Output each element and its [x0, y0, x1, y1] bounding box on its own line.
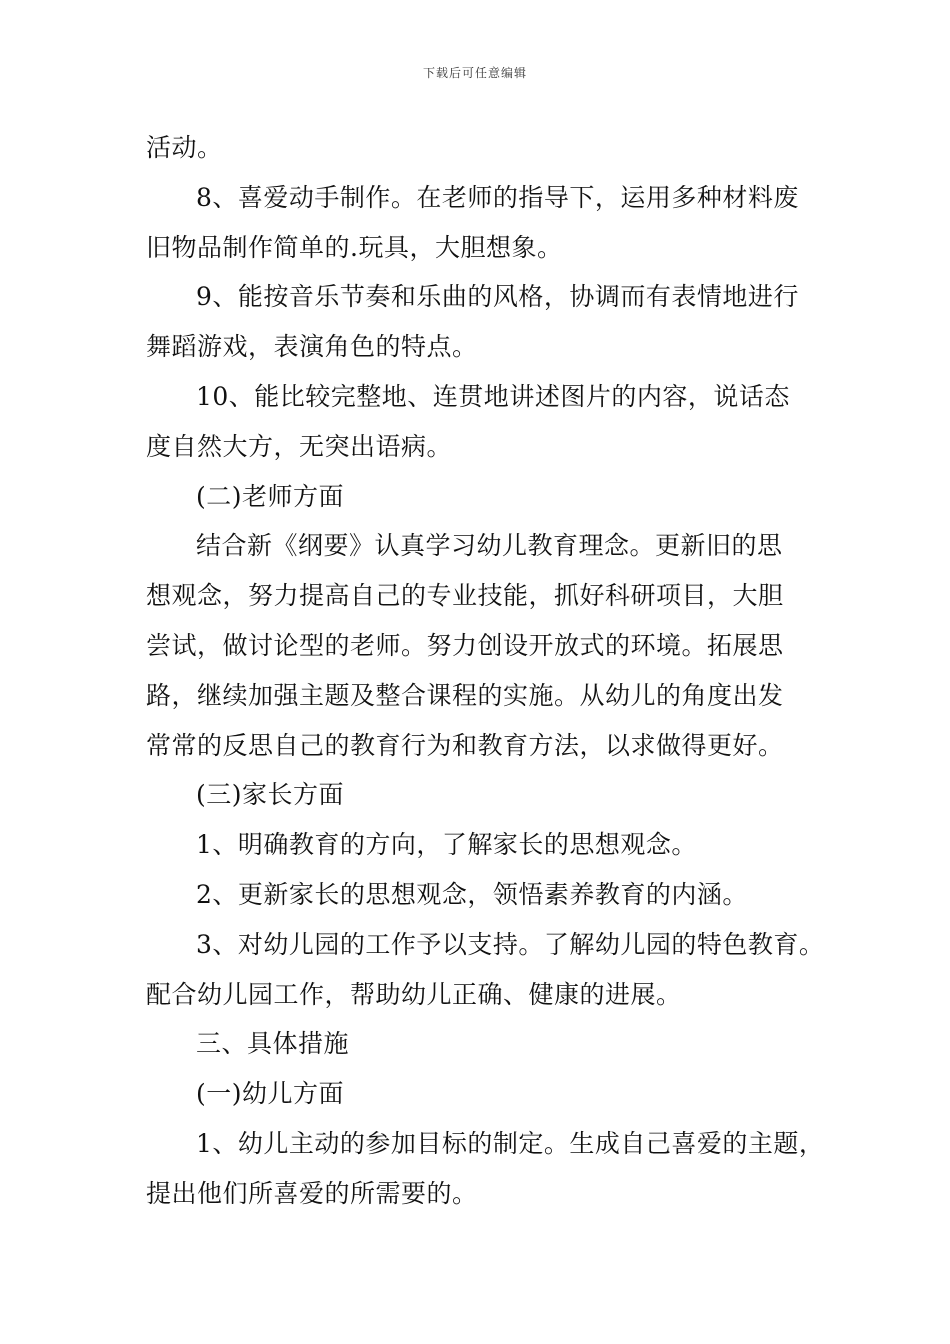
section-heading: 三、具体措施	[196, 1029, 350, 1059]
text-line: 1、幼儿主动的参加目标的制定。生成自己喜爱的主题，	[196, 1128, 825, 1158]
text-line: 1、明确教育的方向，了解家长的思想观念。	[196, 830, 697, 860]
text-line: 结合新《纲要》认真学习幼儿教育理念。更新旧的思	[196, 531, 783, 561]
text-line: 舞蹈游戏，表演角色的特点。	[146, 332, 478, 362]
text-line: 3、对幼儿园的工作予以支持。了解幼儿园的特色教育。	[196, 929, 825, 959]
document-body	[146, 123, 825, 1219]
page-header: 下载后可任意编辑	[422, 66, 527, 80]
section-heading: (一)幼儿方面	[196, 1079, 345, 1109]
text-line: 活动。	[146, 133, 223, 162]
text-line: 旧物品制作简单的.玩具，大胆想象。	[146, 232, 563, 262]
text-line: 度自然大方，无突出语病。	[146, 431, 453, 461]
section-heading: (二)老师方面	[196, 481, 345, 511]
text-line: 2、更新家长的思想观念，领悟素养教育的内涵。	[196, 879, 748, 909]
text-line: 想观念，努力提高自己的专业技能，抓好科研项目，大胆	[146, 581, 784, 611]
text-line: 常常的反思自己的教育行为和教育方法，以求做得更好。	[146, 730, 784, 760]
text-line: 尝试，做讨论型的老师。努力创设开放式的环境。拓展思	[146, 630, 784, 660]
text-line: 8、喜爱动手制作。在老师的指导下，运用多种材料废	[196, 182, 799, 212]
section-heading: (三)家长方面	[196, 780, 345, 810]
text-line: 9、能按音乐节奏和乐曲的风格，协调而有表情地进行	[196, 282, 799, 312]
text-line: 配合幼儿园工作，帮助幼儿正确、健康的进展。	[146, 979, 682, 1009]
text-line: 路，继续加强主题及整合课程的实施。从幼儿的角度出发	[146, 680, 784, 710]
text-line: 10、能比较完整地、连贯地讲述图片的内容，说话态	[196, 381, 790, 411]
text-line: 提出他们所喜爱的所需要的。	[146, 1178, 478, 1208]
